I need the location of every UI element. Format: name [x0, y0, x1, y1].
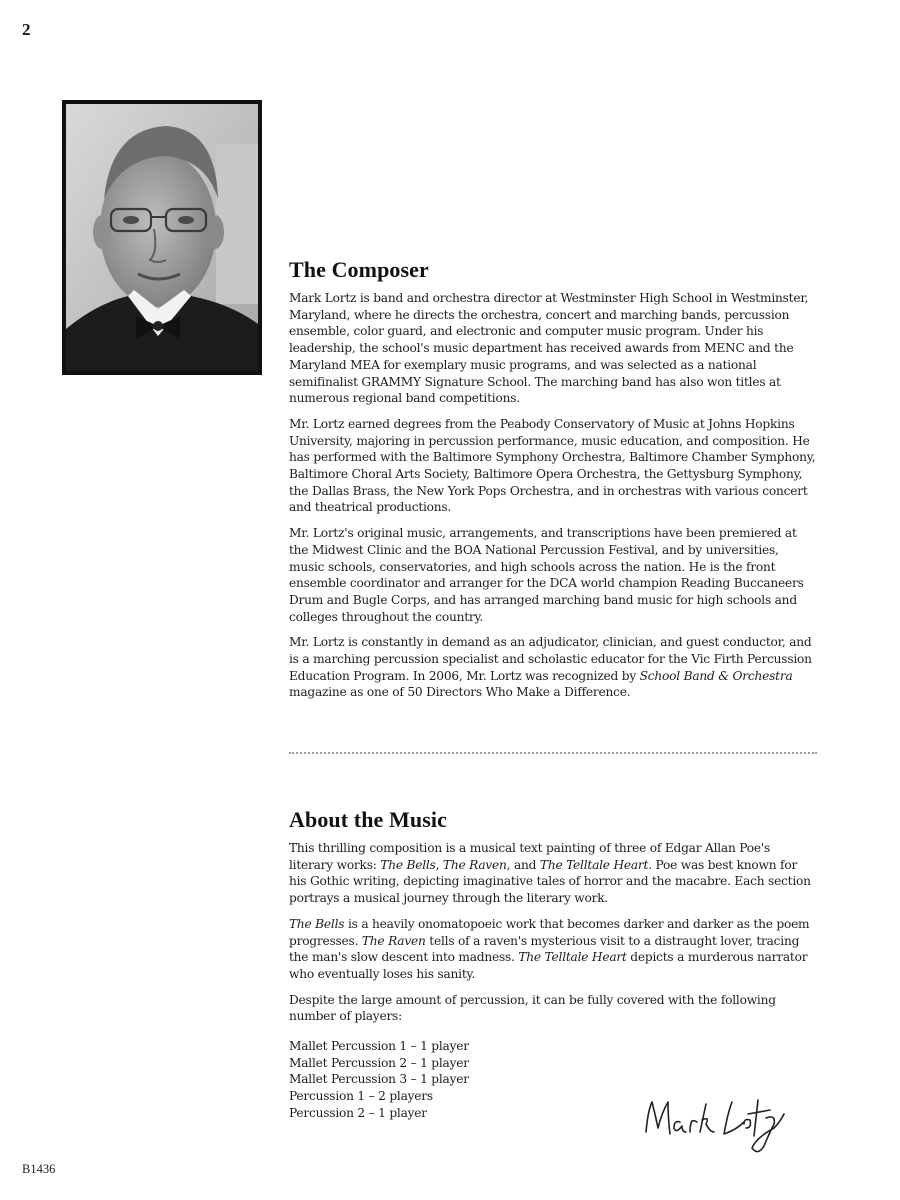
magazine-title: School Band & Orchestra	[639, 668, 793, 683]
music-heading: About the Music	[289, 807, 447, 832]
text-run: . Poe was best known for his Gothic writing, depicting imaginative tales of horror and the macabre. Each section portrays a musical journey through the literary work.	[289, 857, 811, 906]
text-run: Mr. Lortz is constantly in demand as an adjudicator, clinician, and guest conductor, and is a marching percussion specialist and scholastic educator for the Vic Firth Percussion Education Program. In 2006, Mr. Lortz was recognized by	[289, 635, 812, 683]
music-paragraph-2	[289, 916, 817, 983]
catalog-number: B1436	[22, 1162, 56, 1176]
work-title: The Telltale Heart	[539, 857, 649, 872]
composer-heading: The Composer	[289, 257, 429, 282]
work-title: The Raven	[361, 933, 426, 948]
text-run: magazine as one of 50 Directors Who Make a Difference.	[289, 685, 631, 700]
portrait-image	[66, 104, 258, 371]
music-paragraph-3: Despite the large amount of percussion, it can be fully covered with the following number of players:	[289, 992, 776, 1024]
composer-photo	[62, 100, 262, 375]
page-number: 2	[22, 20, 31, 39]
text-run: depicts a murderous narrator who eventually loses his sanity.	[289, 950, 808, 981]
composer-paragraph-4	[289, 634, 817, 701]
list-item: Percussion 1 – 2 players	[289, 1089, 433, 1104]
work-title: The Telltale Heart	[518, 950, 627, 965]
work-title: The Raven	[442, 857, 507, 872]
signature-image	[640, 1088, 790, 1158]
section-divider	[289, 752, 817, 754]
work-title: The Bells	[289, 916, 345, 931]
list-item: Mallet Percussion 3 – 1 player	[289, 1072, 469, 1087]
list-item: Mallet Percussion 1 – 1 player	[289, 1039, 469, 1054]
music-paragraph-1	[289, 840, 817, 907]
text-run: This thrilling composition is a musical text painting of three of Edgar Allan Poe's literary works:	[289, 841, 771, 872]
music-section	[289, 807, 817, 1122]
text-run: ,	[435, 857, 443, 872]
work-title: The Bells	[380, 857, 436, 872]
signature	[640, 1088, 790, 1158]
list-item: Percussion 2 – 1 player	[289, 1105, 427, 1120]
composer-paragraph-1: Mark Lortz is band and orchestra director at Westminster High School in Westminster, Maryland, where he directs the orchestra, concert and marching bands, percussion ensemble, color guard, and electronic and computer music program. Under his leadership, the school's music department has received awards from MENC and the Maryland MEA for exemplary music programs, and was selected as a national semifinalist GRAMMY Signature School. The marching band has also won titles at numerous regional band competitions.	[289, 291, 809, 406]
composer-paragraph-2: Mr. Lortz earned degrees from the Peabody Conservatory of Music at Johns Hopkins University, majoring in percussion performance, music education, and composition. He has performed with the Baltimore Symphony Orchestra, Baltimore Chamber Symphony, Baltimore Choral Arts Society, Baltimore Opera Orchestra, the Gettysburg Symphony, the Dallas Brass, the New York Pops Orchestra, and in orchestras with various concert and theatrical productions.	[289, 416, 816, 515]
text-run: , and	[506, 857, 540, 872]
list-item: Mallet Percussion 2 – 1 player	[289, 1055, 469, 1070]
text-run: tells of a raven's mysterious visit to a distraught lover, tracing the man's slow descent into madness.	[289, 933, 800, 965]
composer-section	[289, 257, 817, 710]
text-run: is a heavily onomatopoeic work that becomes darker and darker as the poem progresses.	[289, 916, 810, 948]
composer-paragraph-3: Mr. Lortz's original music, arrangements, and transcriptions have been premiered at the Midwest Clinic and the BOA National Percussion Festival, and by universities, music schools, conservatories, and high schools across the nation. He is the front ensemble coordinator and arranger for the DCA world champion Reading Buccaneers Drum and Bugle Corps, and has arranged marching band music for high schools and colleges throughout the country.	[289, 526, 804, 624]
